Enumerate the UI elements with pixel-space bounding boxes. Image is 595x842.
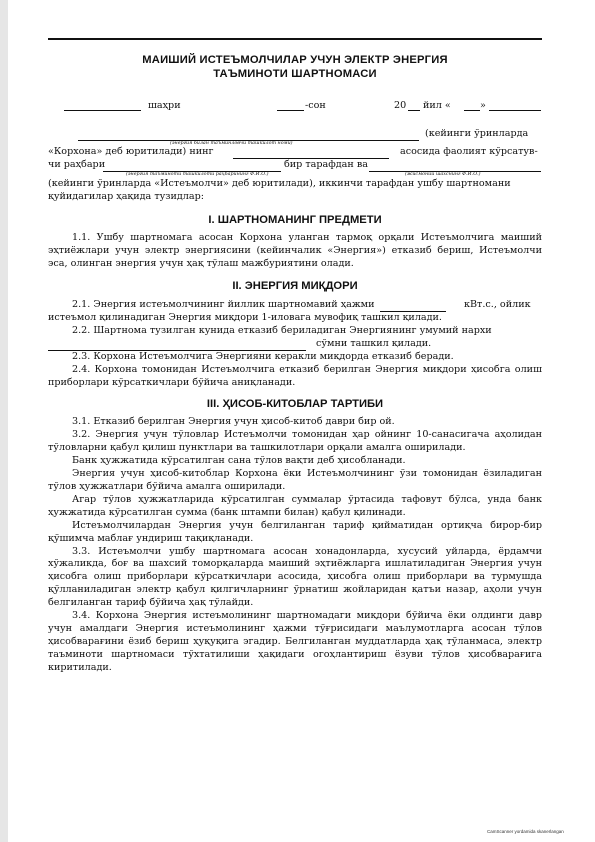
month-blank — [489, 101, 541, 111]
year-prefix: 20 — [394, 100, 407, 112]
p21-unit: кВт.с., ойлик — [464, 298, 531, 310]
director-name-blank — [103, 162, 281, 172]
section-heading-3: III. ҲИСОБ-КИТОБЛАР ТАРТИБИ — [206, 398, 384, 411]
day-blank — [464, 101, 480, 111]
total-price-blank — [48, 341, 306, 351]
parties-line3-start: чи раҳбари — [48, 159, 106, 170]
paragraph-3-3: 3.3. Истеъмолчи ушбу шартномага асосан хонадонларда, хусусий уйларда, ёрдамчи хўжаликда, боғ ва шахсий томорқаларда маиший эҳтиёжларга ишлатиладиган Энергия учун ҳисобга олиш приборлари кўрсаткичлари асосида, ҳисобга олиш приборлари ва турмушда қўлланиладиган электр қабул қилгичларнинг ўрнатиш жойларидан қатъи назар, аҳоли учун белгиланган тариф бўйича ҳақ тўлайди. — [48, 545, 542, 609]
paragraph-3-4: 3.4. Корхона Энергия истеъмолининг шартномадаги миқдори бўйича ёки олдинги давр учун амалдаги Энергия истеъмолининг ҳажми тўғрисидаги маълумотларга асосан тўлов ҳисобварағини ёзиб бериш ҳуқуқига эгадир. Белгиланган муддатларда ҳақ тўланмаса, электр таъминоти шартномаси тўхтатилиши ҳақидаги огоҳлантириш ёзуви тўлов ҳисобварағига киритилади. — [48, 610, 542, 673]
paragraph-2-3: 2.3. Корхона Истеъмолчига Энергияни керакли миқдорда етказиб беради. — [72, 350, 454, 362]
title-line-1: МАИШИЙ ИСТЕЪМОЛЧИЛАР УЧУН ЭЛЕКТР ЭНЕРГИЯ — [142, 54, 448, 66]
paragraph-3-1: 3.1. Етказиб берилган Энергия учун ҳисоб-китоб даври бир ой. — [72, 416, 395, 428]
parties-line3-mid: бир тарафдан ва — [284, 159, 368, 170]
caption-consumer-name: (жисмоний шахснинг Ф.И.О.) — [405, 172, 481, 177]
paragraph-3-2: 3.2. Энергия учун тўловлар Истеъмолчи томонидан ҳар ойнинг 10-санасигача аҳолидан тўловларни қабул қилиш пунктлари ва ташкилотлари орқали амалга оширилади. — [48, 429, 542, 454]
p22-text: 2.2. Шартнома тузилган кунида етказиб бериладиган Энергиянинг умумий нархи — [72, 324, 492, 336]
year-word: йил « — [423, 100, 451, 112]
city-blank — [64, 101, 141, 111]
document-page — [48, 38, 542, 675]
year-blank — [408, 101, 420, 111]
paragraph-3-2-diff: Агар тўлов ҳужжатларида кўрсатилган суммалар ўртасида тафовут бўлса, унда банк ҳужжатида кўрсатилган сумма (банк штампи билан) қабул қилинади. — [48, 493, 542, 518]
caption-company-name: (энергия билан таъминловчи ташкилот номи) — [170, 141, 293, 146]
paragraph-2-2 — [48, 325, 542, 351]
header-line — [48, 100, 542, 113]
scanner-watermark: CamScanner yordamida skanerlangan — [487, 829, 564, 834]
parties-line4: (кейинги ўринларда «Истеъмолчи» деб юритилади), иккинчи тарафдан ушбу шартномани — [48, 178, 511, 189]
paragraph-3-2-docs: Энергия учун ҳисоб-китоблар Корхона ёки Истеъмолчининг ўзи томонидан ёзиладиган тўлов ҳужжатлари бўйича амалга оширилади. — [48, 468, 542, 492]
number-label: -сон — [305, 100, 326, 112]
basis-blank — [233, 149, 389, 159]
section-heading-2: II. ЭНЕРГИЯ МИҚДОРИ — [232, 279, 358, 292]
paragraph-3-2-bank: Банк ҳужжатида кўрсатилган сана тўлов вақти деб ҳисобланади. — [72, 455, 406, 467]
document-title — [48, 53, 542, 81]
parties-line2-start: «Корхона» деб юритилади) нинг — [48, 146, 214, 157]
scan-edge-shadow — [0, 0, 8, 842]
section-heading-1: I. ШАРТНОМАНИНГ ПРЕДМЕТИ — [208, 214, 382, 226]
paragraph-3-2-extra: Истеъмолчилардан Энергия учун белгиланган тариф қийматидан ортиқча бирор-бир қўшимча маблағ ундириш тақиқланади. — [48, 519, 542, 544]
annual-volume-blank — [380, 302, 446, 312]
title-line-2: ТАЪМИНОТИ ШАРТНОМАСИ — [213, 68, 377, 80]
parties-line5: қуйидагилар ҳақида тузидлар: — [48, 191, 204, 202]
p21-start: 2.1. Энергия истеъмолчининг йиллик шартномавий ҳажми — [72, 298, 375, 310]
consumer-name-blank — [369, 162, 541, 172]
p22-end: сўмни ташкил қилади. — [316, 337, 432, 349]
paragraph-2-4: 2.4. Корхона томонидан Истеъмолчига етказиб берилган Энергия миқдори ҳисобга олиш приборлари кўрсаткичлари бўйича аниқланади. — [48, 363, 542, 388]
paragraph-2-1 — [48, 299, 542, 325]
p21-cont: истеъмол қилинадиган Энергия миқдори 1-иловага мувофиқ ташкил қилади. — [48, 311, 442, 323]
parties-after-line1: (кейинги ўринларда — [425, 128, 529, 139]
top-rule — [48, 38, 542, 40]
quote-close: » — [480, 100, 486, 112]
paragraph-1-1: 1.1. Ушбу шартномага асосан Корхона уланган тармоқ орқали Истеъмолчига маиший эҳтиёжлари учун электр энергиясини (кейинчалик «Энергия») етказиб бериш, Истеъмолчи эса, олинган энергия учун ҳақ тўлаш мажбуриятини олади. — [48, 232, 542, 269]
parties-block — [48, 128, 542, 210]
city-label: шаҳри — [148, 100, 181, 112]
number-blank — [277, 101, 304, 111]
parties-line2-end: асосида фаолият кўрсатув- — [400, 146, 538, 157]
company-name-blank — [78, 131, 419, 141]
caption-director-name: (энергия таъминоти ташкилоти раҳбарининг Ф.И.О.) — [126, 172, 269, 177]
